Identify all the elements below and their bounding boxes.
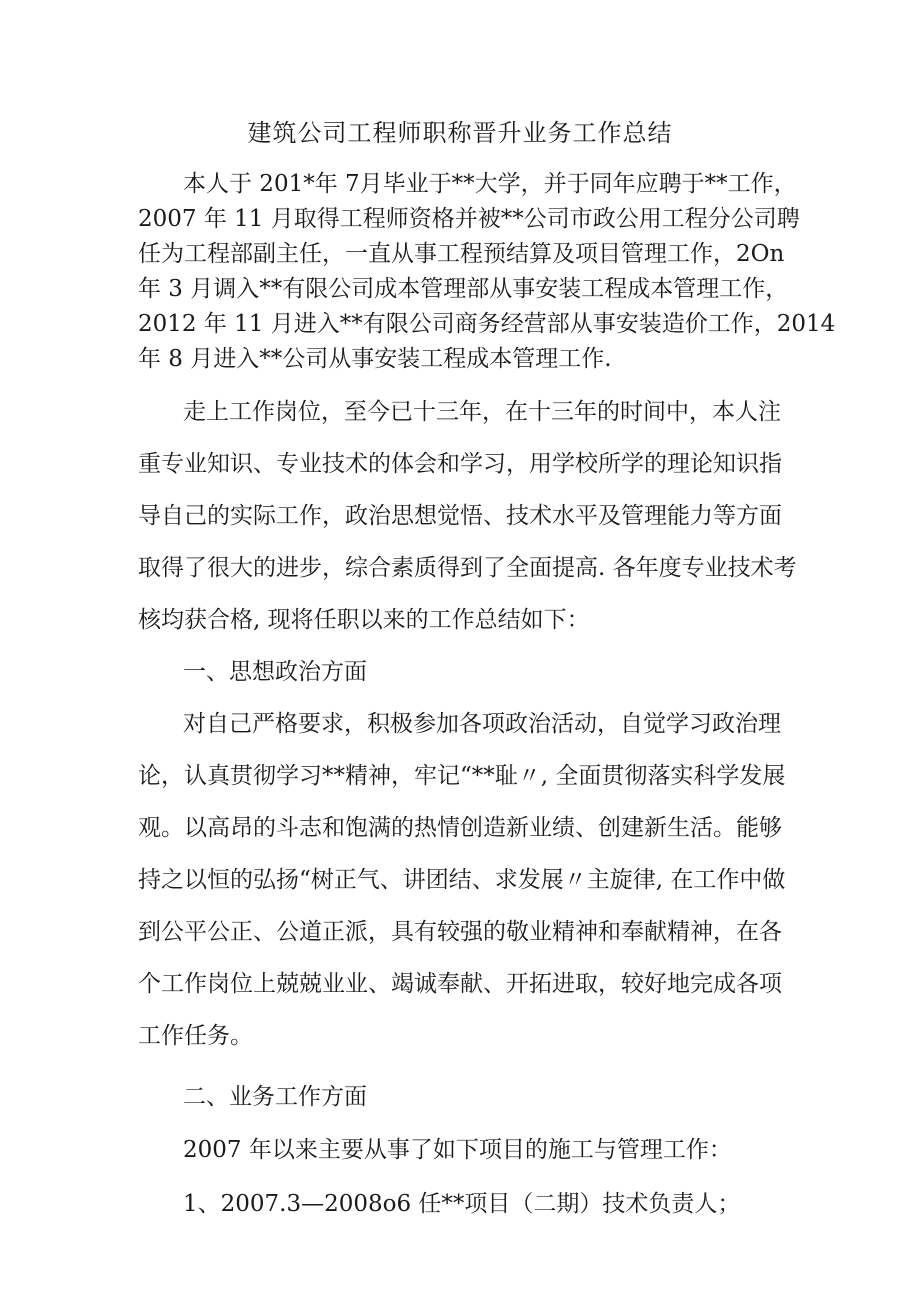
- paragraph3-line: 持之以恒的弘扬“树正气、讲团结、求发展〃主旋律, 在工作中做: [138, 867, 786, 893]
- document-title: 建筑公司工程师职称晋升业务工作总结: [247, 119, 673, 147]
- paragraph3-line: 到公平公正、公道正派，具有较强的敬业精神和奉献精神，在各: [138, 919, 782, 945]
- paragraph3-line: 观。以高昂的斗志和饱满的热情创造新业绩、创建新生活。能够: [138, 815, 782, 841]
- paragraph1-line: 本人于 201*年 7月毕业于**大学，并于同年应聘于**工作，: [183, 171, 797, 197]
- paragraph2-line: 重专业知识、专业技术的体会和学习，用学校所学的理论知识指: [138, 451, 782, 477]
- paragraph4-line: 2007 年以来主要从事了如下项目的施工与管理工作：: [183, 1137, 732, 1163]
- paragraph1-line: 任为工程部副主任，一直从事工程预结算及项目管理工作，2On: [138, 241, 785, 267]
- section-heading-ideology: 一、思想政治方面: [183, 659, 367, 685]
- paragraph1-line: 年 8 月进入**公司从事安装工程成本管理工作.: [138, 346, 612, 372]
- paragraph1-line: 2007 年 11 月取得工程师资格并被**公司市政公用工程分公司聘: [138, 206, 800, 232]
- paragraph2-line: 走上工作岗位，至今已十三年，在十三年的时间中，本人注: [183, 399, 781, 425]
- paragraph2-line: 取得了很大的进步，综合素质得到了全面提高. 各年度专业技术考: [138, 555, 797, 581]
- paragraph1-line: 年 3 月调入**有限公司成本管理部从事安装工程成本管理工作，: [138, 276, 789, 302]
- paragraph2-line: 核均获合格, 现将任职以来的工作总结如下：: [138, 607, 590, 633]
- paragraph3-line: 工作任务。: [138, 1023, 253, 1049]
- list-item: 1、2007.3—2008o6 任**项目（二期）技术负责人；: [183, 1191, 741, 1217]
- paragraph3-line: 个工作岗位上兢兢业业、竭诚奉献、开拓进取，较好地完成各项: [138, 971, 782, 997]
- section-heading-business: 二、业务工作方面: [183, 1084, 367, 1110]
- paragraph2-line: 导自己的实际工作，政治思想觉悟、技术水平及管理能力等方面: [138, 503, 782, 529]
- paragraph3-line: 论，认真贯彻学习**精神，牢记“**耻〃, 全面贯彻落实科学发展: [138, 763, 786, 789]
- paragraph3-line: 对自己严格要求，积极参加各项政治活动，自觉学习政治理: [183, 711, 781, 737]
- paragraph1-line: 2012 年 11 月进入**有限公司商务经营部从事安装造价工作，2014: [138, 311, 836, 337]
